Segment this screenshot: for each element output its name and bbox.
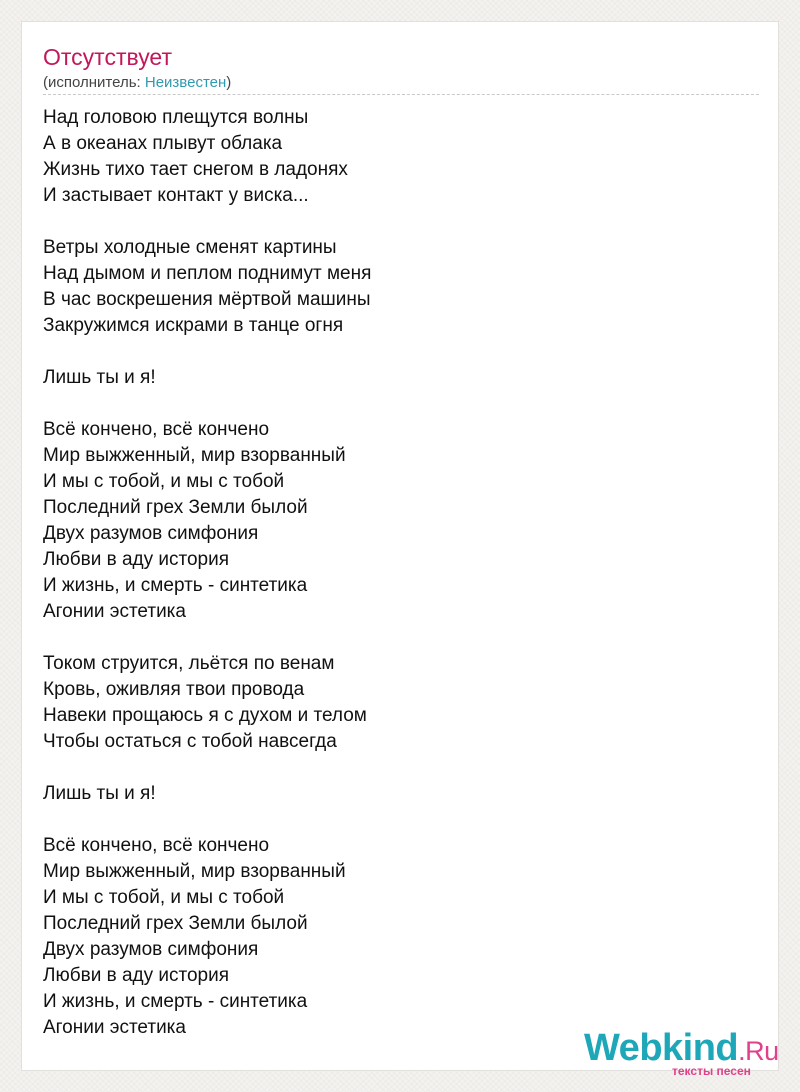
lyrics-line: Навеки прощаюсь я с духом и телом (43, 705, 367, 726)
artist-suffix: ) (226, 74, 232, 91)
song-title: Отсутствует (43, 44, 172, 70)
logo-main-text: Webkind (584, 1027, 739, 1069)
lyrics-line: Мир выжженный, мир взорванный (43, 861, 346, 882)
stanza-gap (43, 391, 743, 417)
title-divider (43, 94, 759, 95)
lyrics-line: И жизнь, и смерть - синтетика (43, 991, 308, 1012)
lyrics-line: Кровь, оживляя твои провода (43, 679, 305, 700)
lyrics-line: А в океанах плывут облака (43, 133, 283, 154)
lyrics-line: Чтобы остаться с тобой навсегда (43, 731, 337, 752)
lyrics-body (43, 105, 743, 1041)
lyrics-line: В час воскрешения мёртвой машины (43, 289, 371, 310)
stanza-gap (43, 755, 743, 781)
lyrics-line: Лишь ты и я! (43, 367, 156, 388)
lyrics-line: Двух разумов симфония (43, 939, 259, 960)
lyrics-line: И мы с тобой, и мы с тобой (43, 887, 285, 908)
lyrics-line: Всё кончено, всё кончено (43, 419, 270, 440)
lyrics-card (21, 21, 779, 1078)
logo-suffix-text: .Ru (738, 1036, 779, 1066)
lyrics-line: Последний грех Земли былой (43, 913, 308, 934)
lyrics-line: Любви в аду история (43, 965, 230, 986)
stanza-gap (43, 209, 743, 235)
webkind-logo[interactable] (584, 1026, 784, 1086)
artist-link[interactable]: Неизвестен (144, 74, 227, 91)
lyrics-line: Агонии эстетика (43, 601, 186, 622)
lyrics-line: Всё кончено, всё кончено (43, 835, 270, 856)
lyrics-line: Агонии эстетика (43, 1017, 186, 1038)
lyrics-line: Над головою плещутся волны (43, 107, 309, 128)
stanza-gap (43, 339, 743, 365)
lyrics-line: Любви в аду история (43, 549, 230, 570)
lyrics-line: Мир выжженный, мир взорванный (43, 445, 346, 466)
lyrics-line: И мы с тобой, и мы с тобой (43, 471, 285, 492)
lyrics-line: Двух разумов симфония (43, 523, 259, 544)
lyrics-line: Лишь ты и я! (43, 783, 156, 804)
artist-prefix: (исполнитель: (43, 74, 145, 91)
lyrics-line: И жизнь, и смерть - синтетика (43, 575, 308, 596)
logo-tagline: тексты песен (672, 1064, 751, 1078)
lyrics-line: Последний грех Земли былой (43, 497, 308, 518)
lyrics-line: Над дымом и пеплом поднимут меня (43, 263, 372, 284)
stanza-gap (43, 625, 743, 651)
stanza-gap (43, 807, 743, 833)
lyrics-line: Током струится, льётся по венам (43, 653, 335, 674)
lyrics-line: Закружимся искрами в танце огня (43, 315, 344, 336)
lyrics-line: Жизнь тихо тает снегом в ладонях (43, 159, 348, 180)
lyrics-line: И застывает контакт у виска... (43, 185, 309, 206)
artist-line (43, 74, 231, 92)
lyrics-line: Ветры холодные сменят картины (43, 237, 337, 258)
